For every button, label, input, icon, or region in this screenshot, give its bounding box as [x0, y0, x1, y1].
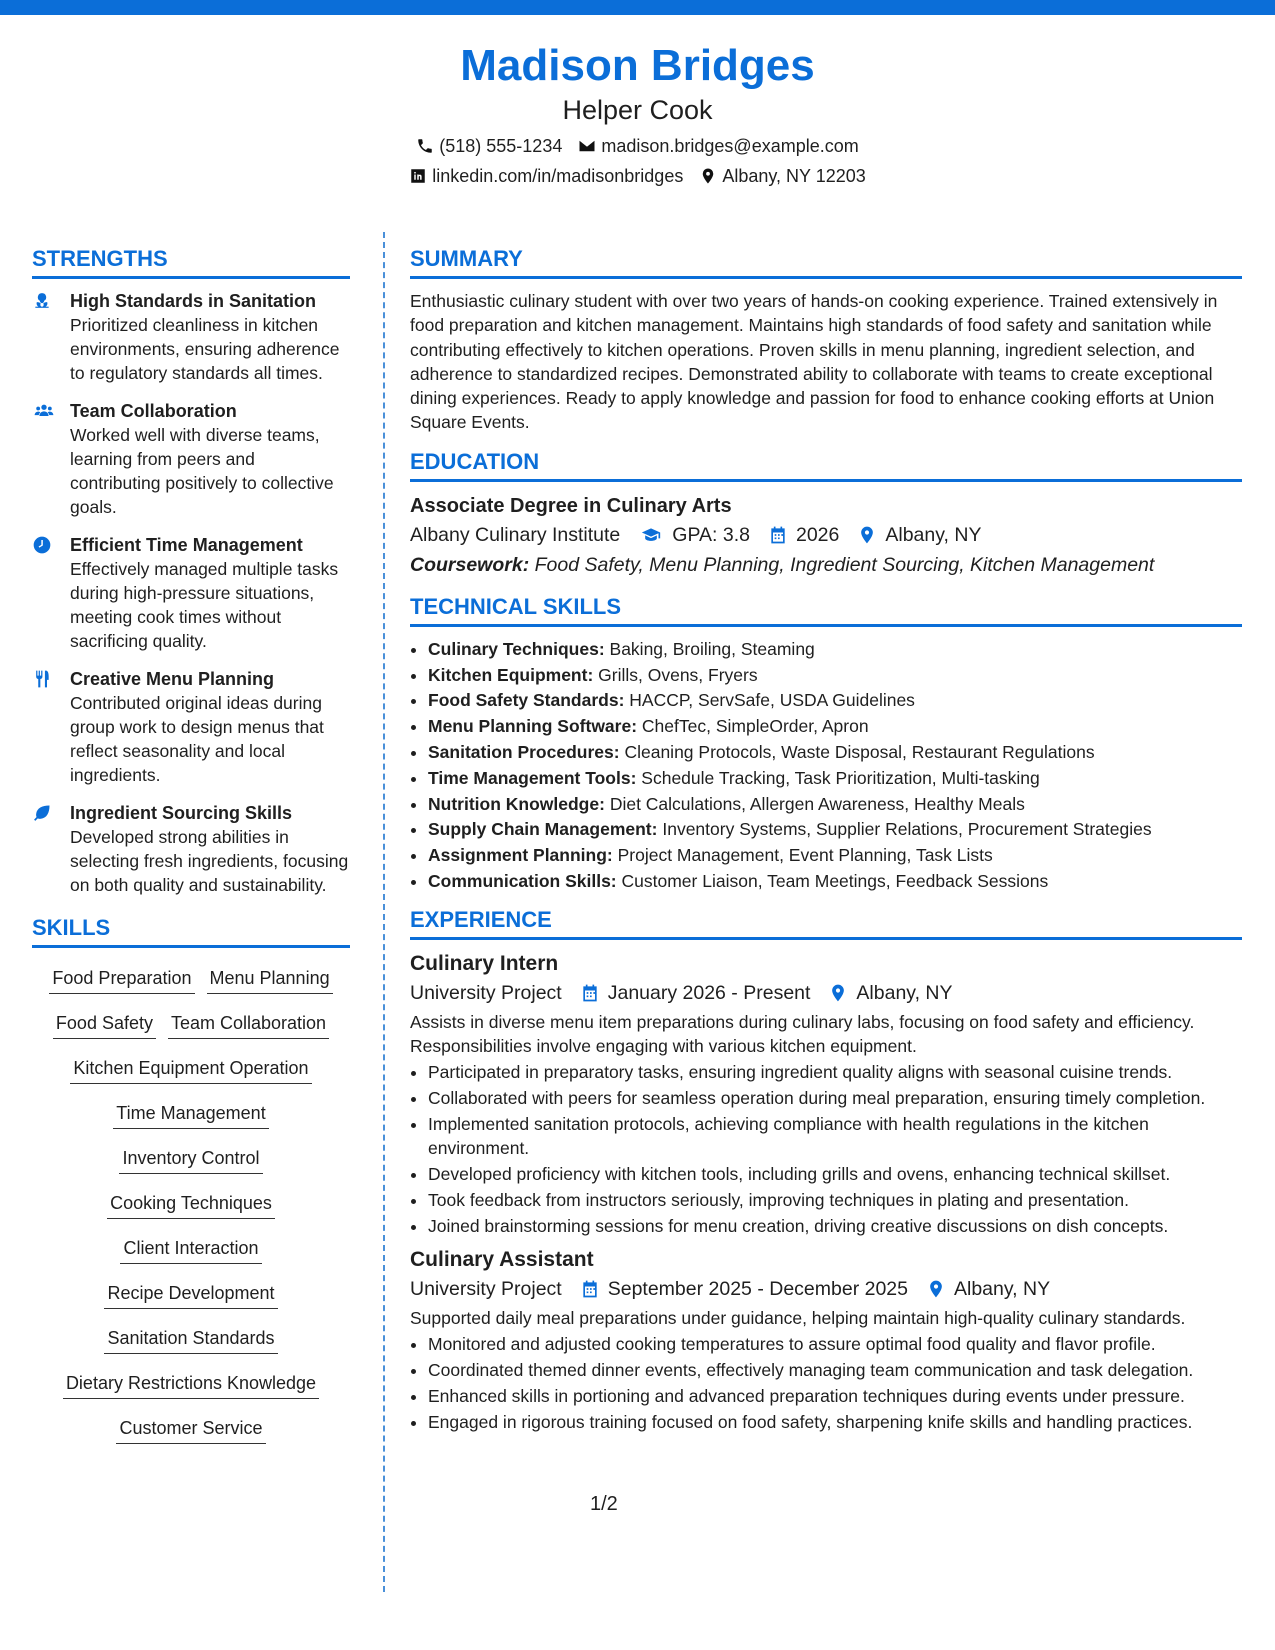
strength-item — [32, 801, 350, 897]
phone-contact[interactable] — [416, 134, 562, 158]
left-column — [32, 246, 350, 1453]
tech-skill-value: Schedule Tracking, Task Prioritization, Multi-tasking — [641, 767, 1040, 788]
list-item: • Engaged in rigorous training focused on food safety, sharpening knife skills and handling practices. — [428, 1410, 1242, 1434]
skill-tag: Kitchen Equipment Operation — [70, 1056, 311, 1084]
summary-heading: SUMMARY — [410, 246, 1242, 279]
education-degree: Associate Degree in Culinary Arts — [410, 494, 732, 517]
strength-item — [32, 399, 350, 519]
list-item: • Implemented sanitation protocols, achieving compliance with health regulations in the kitchen environment. — [428, 1112, 1242, 1161]
column-divider — [383, 232, 385, 1592]
strength-desc: Effectively managed multiple tasks during high-pressure situations, meeting cook times without sacrificing quality. — [70, 559, 339, 651]
job-entry — [410, 1246, 1242, 1434]
job-bullets — [410, 1332, 1242, 1434]
linkedin-text: linkedin.com/in/madisonbridges — [432, 166, 684, 186]
list-item — [428, 663, 1242, 689]
tech-skill-label: Menu Planning Software: — [428, 716, 638, 737]
strength-desc: Worked well with diverse teams, learning from peers and contributing positively to collective goals. — [70, 425, 334, 517]
strength-desc: Developed strong abilities in selecting fresh ingredients, focusing on both quality and sustainability. — [70, 827, 349, 895]
linkedin-icon — [409, 167, 427, 185]
graduation-cap-icon — [638, 525, 664, 545]
education-heading: EDUCATION — [410, 449, 1242, 482]
calendar-icon — [768, 525, 788, 545]
education-coursework — [410, 550, 1242, 580]
tech-skill-value: Grills, Ovens, Fryers — [598, 664, 758, 685]
tech-skill-value: Cleaning Protocols, Waste Disposal, Restaurant Regulations — [624, 741, 1095, 762]
tech-skill-label: Communication Skills: — [428, 870, 617, 891]
contact-line-2 — [0, 164, 1275, 188]
tech-skill-value: Project Management, Event Planning, Task Lists — [617, 845, 993, 866]
phone-icon — [416, 137, 434, 155]
map-pin-icon — [699, 167, 717, 185]
list-item — [428, 740, 1242, 766]
tech-skill-value: Baking, Broiling, Steaming — [609, 638, 815, 659]
job-description: Assists in diverse menu item preparations during culinary labs, focusing on food safety and efficiency. Responsibilities involve engaging with various kitchen equipment. — [410, 1011, 1195, 1057]
strength-item — [32, 667, 350, 787]
coursework-label: Coursework: — [410, 553, 530, 576]
candidate-name: Madison Bridges — [460, 41, 815, 90]
list-item — [428, 688, 1242, 714]
skill-tag: Team Collaboration — [168, 1011, 329, 1039]
job-dates: September 2025 - December 2025 — [607, 1277, 908, 1300]
job-dates: January 2026 - Present — [607, 981, 811, 1004]
strength-title: Team Collaboration — [70, 401, 237, 421]
list-item — [428, 869, 1242, 895]
job-org: University Project — [410, 981, 562, 1004]
skills-list — [32, 958, 350, 1453]
strengths-heading: STRENGTHS — [32, 246, 350, 279]
skill-tag: Time Management — [113, 1101, 268, 1129]
location-text: Albany, NY 12203 — [722, 166, 866, 186]
location-contact — [699, 164, 865, 188]
map-pin-icon — [857, 525, 877, 545]
skills-heading: SKILLS — [32, 915, 350, 948]
top-accent-bar — [0, 0, 1275, 15]
map-pin-icon — [828, 983, 848, 1003]
skill-tag: Sanitation Standards — [104, 1326, 277, 1354]
list-item: • Took feedback from instructors seriously, improving techniques in plating and presentation. — [428, 1188, 1242, 1212]
right-column — [410, 246, 1242, 1442]
tech-skill-value: HACCP, ServSafe, USDA Guidelines — [629, 690, 915, 711]
education-year: 2026 — [795, 523, 840, 546]
list-item: • Participated in preparatory tasks, ensuring ingredient quality aligns with seasonal cuisine trends. — [428, 1060, 1242, 1084]
summary-text: Enthusiastic culinary student with over two years of hands-on cooking experience. Trained extensively in food preparation and kitchen management. Maintains high standards of food safety and sanitation while contributing effectively to kitchen operations. Proven skills in menu planning, ingredient selection, and adherence to standardized recipes. Demonstrated ability to collaborate with teams to create exceptional dining experiences. Ready to apply knowledge and passion for food to enhance cooking efforts at Union Square Events. — [410, 291, 1218, 433]
job-title: Culinary Assistant — [410, 1247, 594, 1271]
skill-tag: Dietary Restrictions Knowledge — [63, 1371, 319, 1399]
list-item: • Collaborated with peers for seamless operation during meal preparation, ensuring timely completion. — [428, 1086, 1242, 1110]
tech-skill-label: Sanitation Procedures: — [428, 741, 620, 762]
list-item — [428, 714, 1242, 740]
skill-tag: Recipe Development — [104, 1281, 277, 1309]
technical-skills-heading: TECHNICAL SKILLS — [410, 594, 1242, 627]
strength-title: Creative Menu Planning — [70, 669, 275, 689]
tech-skill-label: Culinary Techniques: — [428, 638, 605, 659]
list-item: • Developed proficiency with kitchen tools, including grills and ovens, enhancing technical skillset. — [428, 1162, 1242, 1186]
email-text: madison.bridges@example.com — [601, 136, 859, 156]
list-item: • Monitored and adjusted cooking temperatures to assure optimal food quality and flavor profile. — [428, 1332, 1242, 1356]
strength-item — [32, 289, 350, 385]
list-item — [428, 766, 1242, 792]
list-item: • Coordinated themed dinner events, effectively managing team communication and task delegation. — [428, 1358, 1242, 1382]
clock-icon — [32, 535, 52, 555]
job-description: Supported daily meal preparations under guidance, helping maintain high-quality culinary standards. — [410, 1307, 1186, 1328]
tech-skill-value: Customer Liaison, Team Meetings, Feedback Sessions — [621, 870, 1049, 891]
skill-tag: Food Safety — [53, 1011, 156, 1039]
job-meta — [410, 978, 1242, 1008]
skill-tag: Menu Planning — [207, 966, 333, 994]
coursework-text: Food Safety, Menu Planning, Ingredient Sourcing, Kitchen Management — [534, 553, 1155, 576]
list-item — [428, 637, 1242, 663]
email-contact[interactable] — [578, 134, 858, 158]
skill-tag: Cooking Techniques — [107, 1191, 275, 1219]
envelope-icon — [578, 137, 596, 155]
tech-skill-label: Supply Chain Management: — [428, 819, 658, 840]
list-item — [428, 843, 1242, 869]
tech-skill-label: Food Safety Standards: — [428, 690, 625, 711]
experience-heading: EXPERIENCE — [410, 907, 1242, 940]
education-gpa: GPA: 3.8 — [672, 523, 750, 546]
education-location: Albany, NY — [885, 523, 982, 546]
tech-skill-label: Assignment Planning: — [428, 845, 613, 866]
strength-title: Efficient Time Management — [70, 535, 303, 555]
job-bullets — [410, 1060, 1242, 1238]
strength-title: High Standards in Sanitation — [70, 291, 317, 311]
tech-skill-value: Diet Calculations, Allergen Awareness, Healthy Meals — [609, 793, 1025, 814]
strength-desc: Contributed original ideas during group work to design menus that reflect seasonality and local ingredients. — [70, 693, 324, 785]
phone-text: (518) 555-1234 — [439, 136, 563, 156]
users-icon — [32, 401, 56, 421]
skill-tag: Inventory Control — [119, 1146, 262, 1174]
candidate-title: Helper Cook — [562, 95, 713, 125]
strength-desc: Prioritized cleanliness in kitchen environments, ensuring adherence to regulatory standards all times. — [70, 315, 340, 383]
calendar-icon — [580, 1279, 600, 1299]
job-location: Albany, NY — [953, 1277, 1051, 1300]
tech-skill-value: ChefTec, SimpleOrder, Apron — [641, 716, 869, 737]
tech-skill-label: Time Management Tools: — [428, 767, 637, 788]
job-org: University Project — [410, 1277, 562, 1300]
biohazard-icon — [32, 291, 52, 311]
list-item — [428, 817, 1242, 843]
map-pin-icon — [926, 1279, 946, 1299]
page-number: 1/2 — [590, 1493, 618, 1515]
education-meta — [410, 520, 1242, 550]
job-meta — [410, 1274, 1242, 1304]
technical-skills-list — [410, 637, 1242, 895]
resume-header — [0, 40, 1275, 188]
list-item — [428, 792, 1242, 818]
skill-tag: Food Preparation — [49, 966, 194, 994]
strength-title: Ingredient Sourcing Skills — [70, 803, 293, 823]
utensils-icon — [32, 669, 52, 689]
job-location: Albany, NY — [856, 981, 953, 1004]
education-school: Albany Culinary Institute — [410, 523, 621, 546]
skill-tag: Client Interaction — [120, 1236, 261, 1264]
list-item: • Enhanced skills in portioning and advanced preparation techniques during events under pressure. — [428, 1384, 1242, 1408]
contact-line-1 — [0, 134, 1275, 158]
tech-skill-label: Nutrition Knowledge: — [428, 793, 605, 814]
job-title: Culinary Intern — [410, 951, 559, 975]
strength-item — [32, 533, 350, 653]
leaf-icon — [32, 803, 52, 823]
tech-skill-value: Inventory Systems, Supplier Relations, Procurement Strategies — [662, 819, 1152, 840]
linkedin-contact[interactable] — [409, 164, 683, 188]
tech-skill-label: Kitchen Equipment: — [428, 664, 594, 685]
list-item: • Joined brainstorming sessions for menu creation, driving creative discussions on dish concepts. — [428, 1214, 1242, 1238]
skill-tag: Customer Service — [116, 1416, 265, 1444]
calendar-icon — [580, 983, 600, 1003]
job-entry — [410, 950, 1242, 1238]
